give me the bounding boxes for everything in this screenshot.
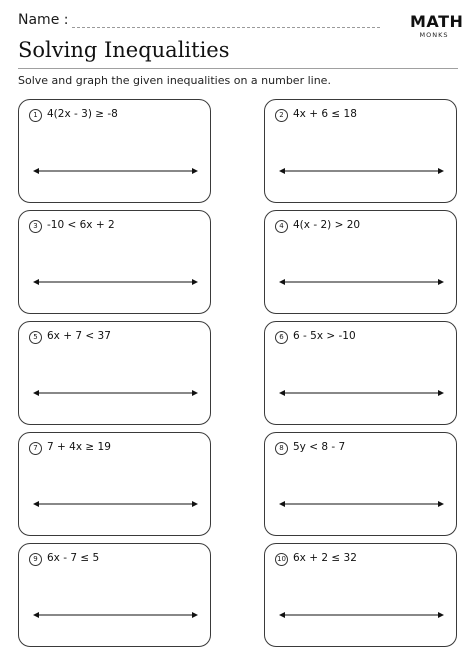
- problem-number-badge: 7: [29, 442, 42, 455]
- problem-box-1: [18, 99, 211, 203]
- number-line: [33, 166, 198, 176]
- math-monks-logo: [410, 12, 464, 42]
- problem-number-badge: 1: [29, 109, 42, 122]
- problem-text: 6 - 5x > -10: [293, 330, 356, 342]
- problem-number-badge: 10: [275, 553, 288, 566]
- problem-box-5: [18, 321, 211, 425]
- problem-number-badge: 5: [29, 331, 42, 344]
- problem-box-4: [264, 210, 457, 314]
- problem-box-7: [18, 432, 211, 536]
- problem-text: 4(2x - 3) ≥ -8: [47, 108, 118, 120]
- problem-text: 4(x - 2) > 20: [293, 219, 361, 231]
- problem-number-badge: 3: [29, 220, 42, 233]
- number-line: [279, 388, 444, 398]
- problem-text: 6x + 2 ≤ 32: [293, 552, 357, 564]
- number-line: [33, 610, 198, 620]
- problem-box-6: [264, 321, 457, 425]
- number-line: [279, 277, 444, 287]
- logo-subtext: MONKS: [419, 31, 449, 39]
- logo-text: MATH: [410, 12, 464, 31]
- instructions: Solve and graph the given inequalities on a number line.: [18, 74, 331, 87]
- name-label: Name :: [18, 12, 69, 28]
- problem-text: 6x + 7 < 37: [47, 330, 111, 342]
- problem-text: 6x - 7 ≤ 5: [47, 552, 100, 564]
- number-line: [279, 610, 444, 620]
- problem-text: 4x + 6 ≤ 18: [293, 108, 357, 120]
- name-field-line: [72, 27, 380, 28]
- problem-box-8: [264, 432, 457, 536]
- problem-box-9: [18, 543, 211, 647]
- problem-number-badge: 8: [275, 442, 288, 455]
- problem-number-badge: 9: [29, 553, 42, 566]
- problem-number-badge: 4: [275, 220, 288, 233]
- number-line: [33, 277, 198, 287]
- title-divider: [18, 68, 458, 69]
- problem-box-3: [18, 210, 211, 314]
- number-line: [279, 166, 444, 176]
- problem-box-10: [264, 543, 457, 647]
- problem-text: 5y < 8 - 7: [293, 441, 346, 453]
- problem-text: -10 < 6x + 2: [47, 219, 115, 231]
- worksheet-title: Solving Inequalities: [18, 38, 230, 62]
- number-line: [33, 388, 198, 398]
- problem-number-badge: 6: [275, 331, 288, 344]
- problem-text: 7 + 4x ≥ 19: [47, 441, 111, 453]
- problem-box-2: [264, 99, 457, 203]
- number-line: [33, 499, 198, 509]
- problem-number-badge: 2: [275, 109, 288, 122]
- number-line: [279, 499, 444, 509]
